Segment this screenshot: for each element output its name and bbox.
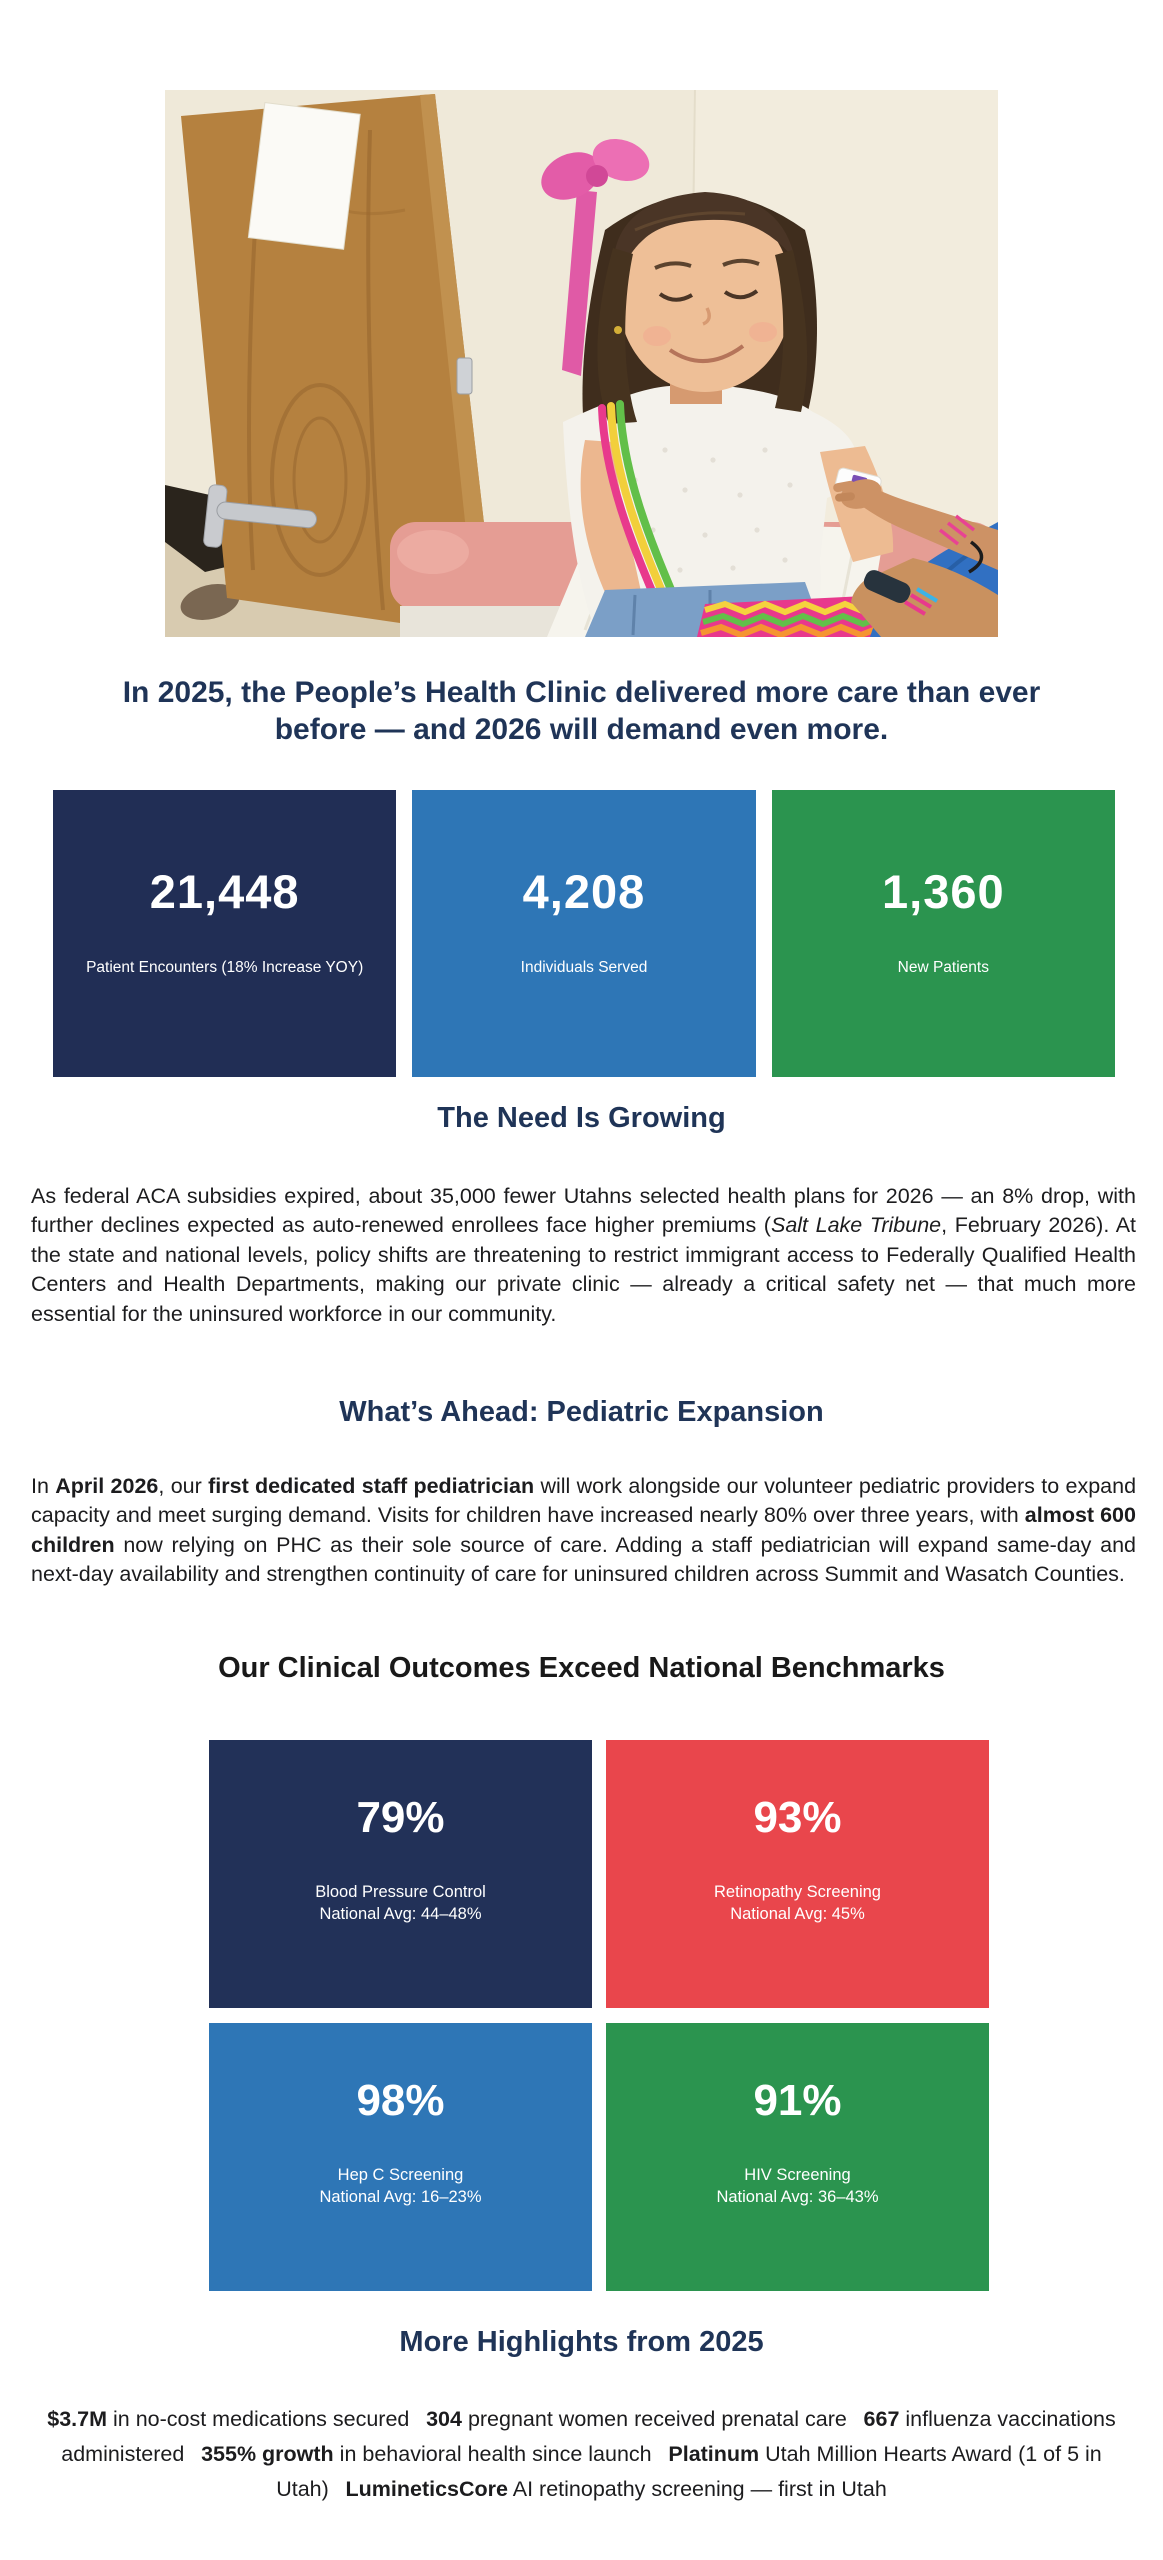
stat-value: 4,208 <box>522 865 646 918</box>
outcome-label: Hep C Screening National Avg: 16–23% <box>319 2166 482 2206</box>
stat-card-new-patients <box>772 790 1115 1077</box>
outcome-value: 79% <box>356 1793 445 1842</box>
stat-label: New Patients <box>897 959 989 976</box>
outcome-value: 93% <box>753 1793 842 1842</box>
need-paragraph: As federal ACA subsidies expired, about 35,000 fewer Utahns selected health plans for 2026 — an 8% drop, with further declines expected as auto-renewed enrollees face higher premiums (Salt Lake Tribune, February 2026). At the state and national levels, policy shifts are threatening to restrict immigrant access to Federally Qualified Health Centers and Health Departments, making our private clinic — already a critical safety net — that much more essential for the uninsured workforce in our community. <box>31 1183 1137 1326</box>
outcome-label: Retinopathy Screening National Avg: 45% <box>714 1883 881 1923</box>
section-title-ahead: What’s Ahead: Pediatric Expansion <box>339 1396 824 1428</box>
section-title-need: The Need Is Growing <box>437 1102 726 1134</box>
headline-line-1: In 2025, the People’s Health Clinic delivered more care than ever <box>122 676 1041 709</box>
door-lock-plate <box>457 358 472 394</box>
stat-card-individuals-served <box>412 790 755 1077</box>
stat-label: Patient Encounters (18% Increase YOY) <box>86 959 364 976</box>
stat-label: Individuals Served <box>520 959 648 976</box>
stat-card-patient-encounters <box>53 790 396 1077</box>
section-title-outcomes: Our Clinical Outcomes Exceed National Benchmarks <box>218 1652 945 1684</box>
outcome-card-blood-pressure <box>209 1740 592 2008</box>
outcomes-grid <box>209 1740 989 2291</box>
outcome-card-hiv <box>606 2023 989 2291</box>
outcome-value: 91% <box>753 2076 842 2125</box>
clinic-photo-illustration <box>165 90 998 637</box>
outcome-value: 98% <box>356 2076 445 2125</box>
earring <box>614 326 622 334</box>
ahead-paragraph: In April 2026, our first dedicated staff pediatrician will work alongside our volunteer pediatric providers to expand capacity and meet surging demand. Visits for children have increased nearly 80% over three years, with almost 600 children now relying on PHC as their sole source of care. Adding a staff pediatrician will expand same-day and next-day availability and strengthen continuity of care for uninsured children across Summit and Wasatch Counties. <box>31 1473 1137 1586</box>
section-title-highlights: More Highlights from 2025 <box>399 2326 764 2358</box>
page-headline <box>0 674 1163 748</box>
stat-value: 1,360 <box>882 865 1005 918</box>
outcome-card-hep-c <box>209 2023 592 2291</box>
highlights-paragraph: $3.7M in no-cost medications secured 304 pregnant women received prenatal care 667 influenza vaccinations administered 355% growth in behavioral health since launch Platinum Utah Million Hearts Award (1 of 5 in Utah) LumineticsCore AI retinopathy screening — first in Utah <box>47 2406 1116 2501</box>
outcome-label: Blood Pressure Control National Avg: 44–48% <box>315 1883 486 1923</box>
outcome-label: HIV Screening National Avg: 36–43% <box>716 2166 879 2206</box>
outcome-card-retinopathy <box>606 1740 989 2008</box>
clinic-photo <box>165 90 998 637</box>
stat-value: 21,448 <box>149 865 300 918</box>
paper-on-door <box>248 103 360 250</box>
stats-row <box>53 790 1115 1077</box>
headline-line-2: before — and 2026 will demand even more. <box>274 713 889 746</box>
